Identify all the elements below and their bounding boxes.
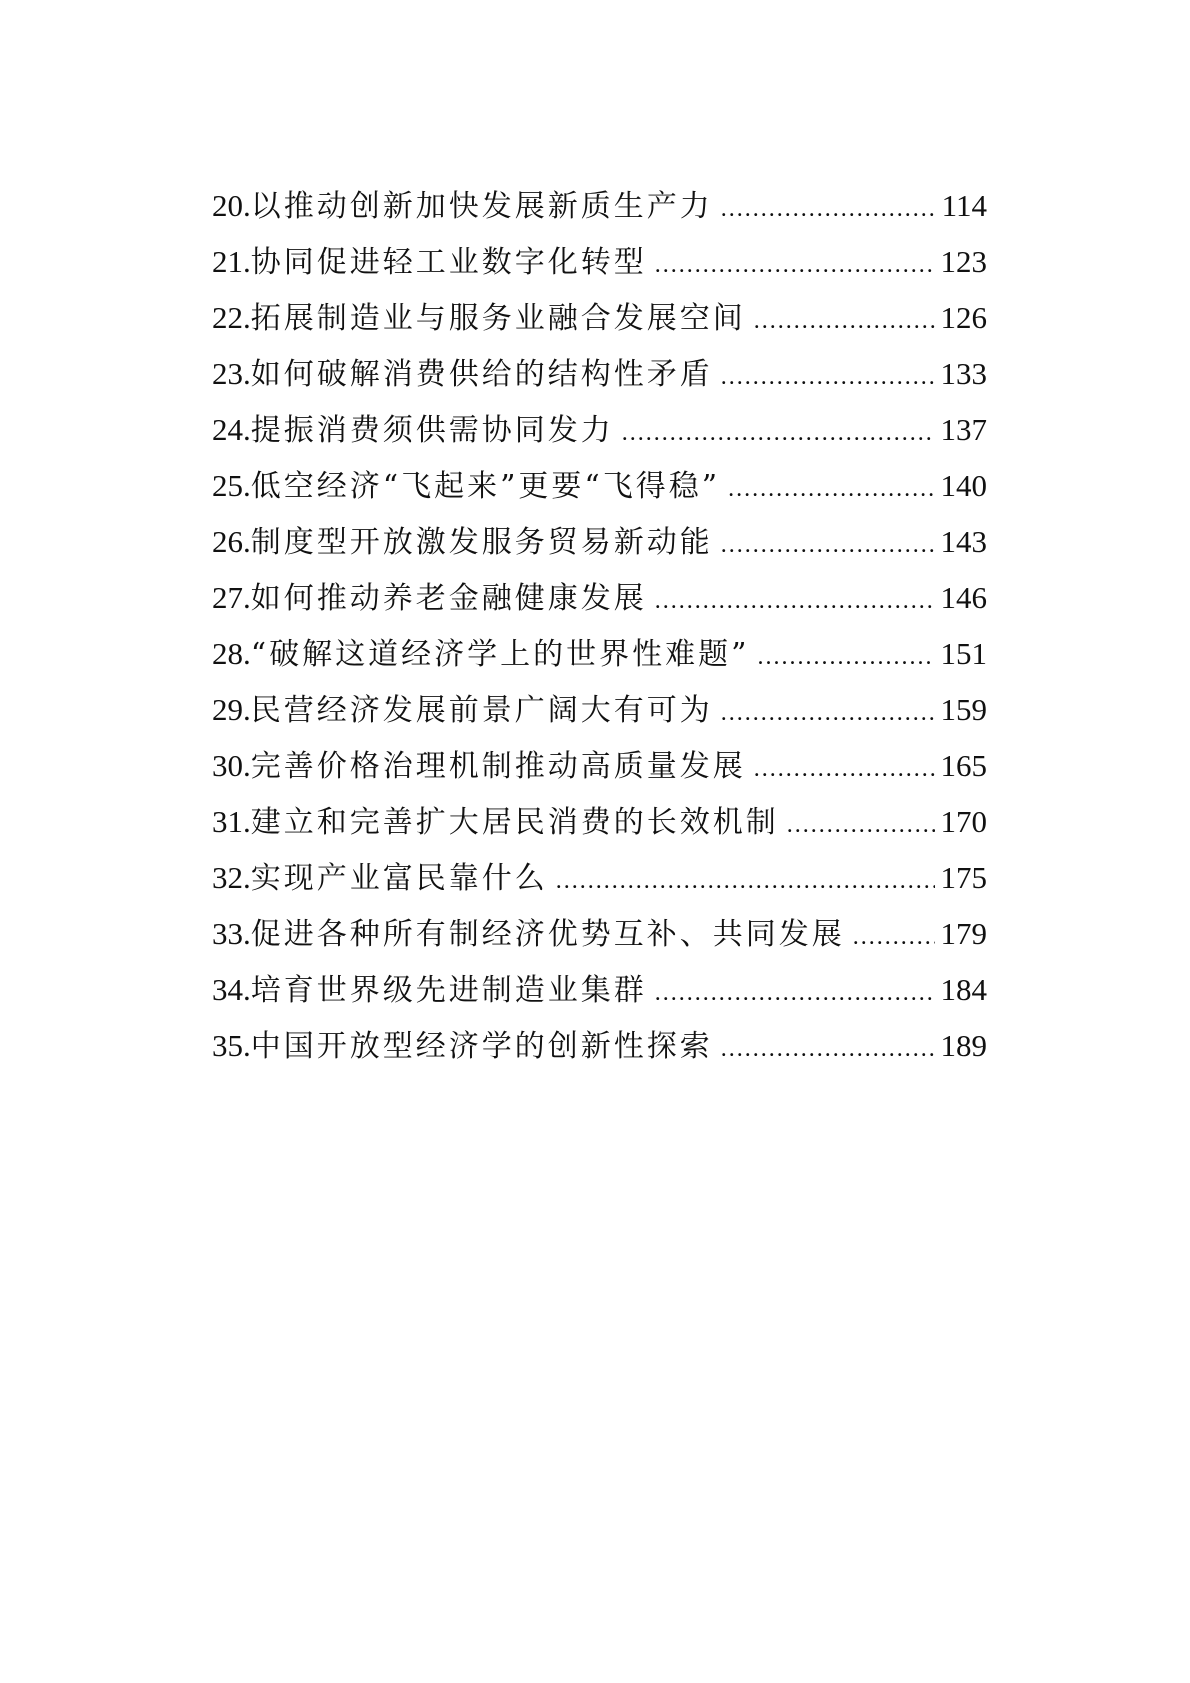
toc-entry-title: 完善价格治理机制推动高质量发展	[250, 749, 746, 784]
dot-leader	[655, 965, 935, 1021]
dot-leader	[721, 517, 935, 573]
dot-leader	[655, 237, 935, 293]
toc-entry-title: 建立和完善扩大居民消费的长效机制	[250, 805, 779, 840]
toc-entry-20[interactable]	[212, 178, 987, 234]
toc-entry-29[interactable]	[212, 682, 987, 738]
toc-entry-title: 如何破解消费供给的结构性矛盾	[250, 357, 713, 392]
toc-entry-23[interactable]	[212, 346, 987, 402]
toc-entry-number: 35.	[212, 1028, 251, 1063]
dot-leader	[556, 853, 935, 909]
toc-entry-title: 民营经济发展前景广阔大有可为	[250, 693, 713, 728]
toc-entry-page: 184	[940, 972, 987, 1007]
toc-entry-title: 实现产业富民靠什么	[250, 861, 548, 896]
toc-entry-number: 26.	[212, 524, 251, 559]
toc-entry-number: 27.	[212, 580, 251, 615]
dot-leader	[754, 293, 935, 349]
toc-entry-number: 22.	[212, 300, 251, 335]
toc-entry-number: 25.	[212, 468, 251, 503]
toc-entry-page: 137	[940, 412, 987, 447]
toc-entry-number: 23.	[212, 356, 251, 391]
toc-entry-title: 如何推动养老金融健康发展	[250, 581, 647, 616]
toc-entry-21[interactable]	[212, 234, 987, 290]
toc-entry-title: 中国开放型经济学的创新性探索	[250, 1029, 713, 1064]
toc-entry-26[interactable]	[212, 514, 987, 570]
toc-entry-page: 146	[940, 580, 987, 615]
toc-entry-32[interactable]	[212, 850, 987, 906]
toc-entry-page: 140	[940, 468, 987, 503]
toc-entry-title: 低空经济“飞起来”更要“飞得稳”	[250, 469, 721, 504]
toc-entry-title: 拓展制造业与服务业融合发展空间	[250, 301, 746, 336]
toc-entry-title: 以推动创新加快发展新质生产力	[250, 189, 713, 224]
toc-entry-number: 24.	[212, 412, 251, 447]
toc-entry-page: 114	[941, 188, 987, 223]
toc-entry-number: 30.	[212, 748, 251, 783]
dot-leader	[721, 181, 936, 237]
toc-entry-35[interactable]	[212, 1018, 987, 1074]
toc-entry-page: 165	[940, 748, 987, 783]
toc-entry-page: 170	[940, 804, 987, 839]
toc-entry-page: 123	[940, 244, 987, 279]
toc-entry-title: 协同促进轻工业数字化转型	[250, 245, 647, 280]
toc-entry-number: 20.	[212, 188, 251, 223]
toc-entry-page: 179	[940, 916, 987, 951]
table-of-contents	[212, 178, 987, 1074]
toc-entry-title: 制度型开放激发服务贸易新动能	[250, 525, 713, 560]
dot-leader	[728, 461, 934, 517]
toc-entry-number: 28.	[212, 636, 251, 671]
toc-entry-title: “破解这道经济学上的世界性难题”	[250, 637, 750, 672]
toc-entry-title: 促进各种所有制经济优势互补、共同发展	[250, 917, 845, 952]
toc-entry-page: 175	[940, 860, 987, 895]
toc-entry-22[interactable]	[212, 290, 987, 346]
toc-entry-page: 133	[940, 356, 987, 391]
dot-leader	[622, 405, 935, 461]
toc-entry-page: 189	[940, 1028, 987, 1063]
toc-entry-page: 151	[940, 636, 987, 671]
dot-leader	[721, 349, 935, 405]
toc-entry-page: 126	[940, 300, 987, 335]
toc-entry-34[interactable]	[212, 962, 987, 1018]
toc-entry-31[interactable]	[212, 794, 987, 850]
toc-entry-page: 143	[940, 524, 987, 559]
toc-entry-25[interactable]	[212, 458, 987, 514]
toc-entry-number: 31.	[212, 804, 251, 839]
toc-entry-title: 培育世界级先进制造业集群	[250, 973, 647, 1008]
dot-leader	[757, 629, 934, 685]
toc-entry-24[interactable]	[212, 402, 987, 458]
dot-leader	[721, 685, 935, 741]
dot-leader	[754, 741, 935, 797]
toc-entry-28[interactable]	[212, 626, 987, 682]
dot-leader	[787, 797, 935, 853]
toc-entry-number: 33.	[212, 916, 251, 951]
toc-entry-number: 32.	[212, 860, 251, 895]
dot-leader	[853, 909, 935, 965]
toc-entry-30[interactable]	[212, 738, 987, 794]
toc-entry-27[interactable]	[212, 570, 987, 626]
toc-entry-number: 21.	[212, 244, 251, 279]
toc-entry-33[interactable]	[212, 906, 987, 962]
toc-entry-page: 159	[940, 692, 987, 727]
toc-entry-number: 29.	[212, 692, 251, 727]
dot-leader	[721, 1021, 935, 1077]
dot-leader	[655, 573, 935, 629]
toc-entry-number: 34.	[212, 972, 251, 1007]
toc-entry-title: 提振消费须供需协同发力	[250, 413, 614, 448]
